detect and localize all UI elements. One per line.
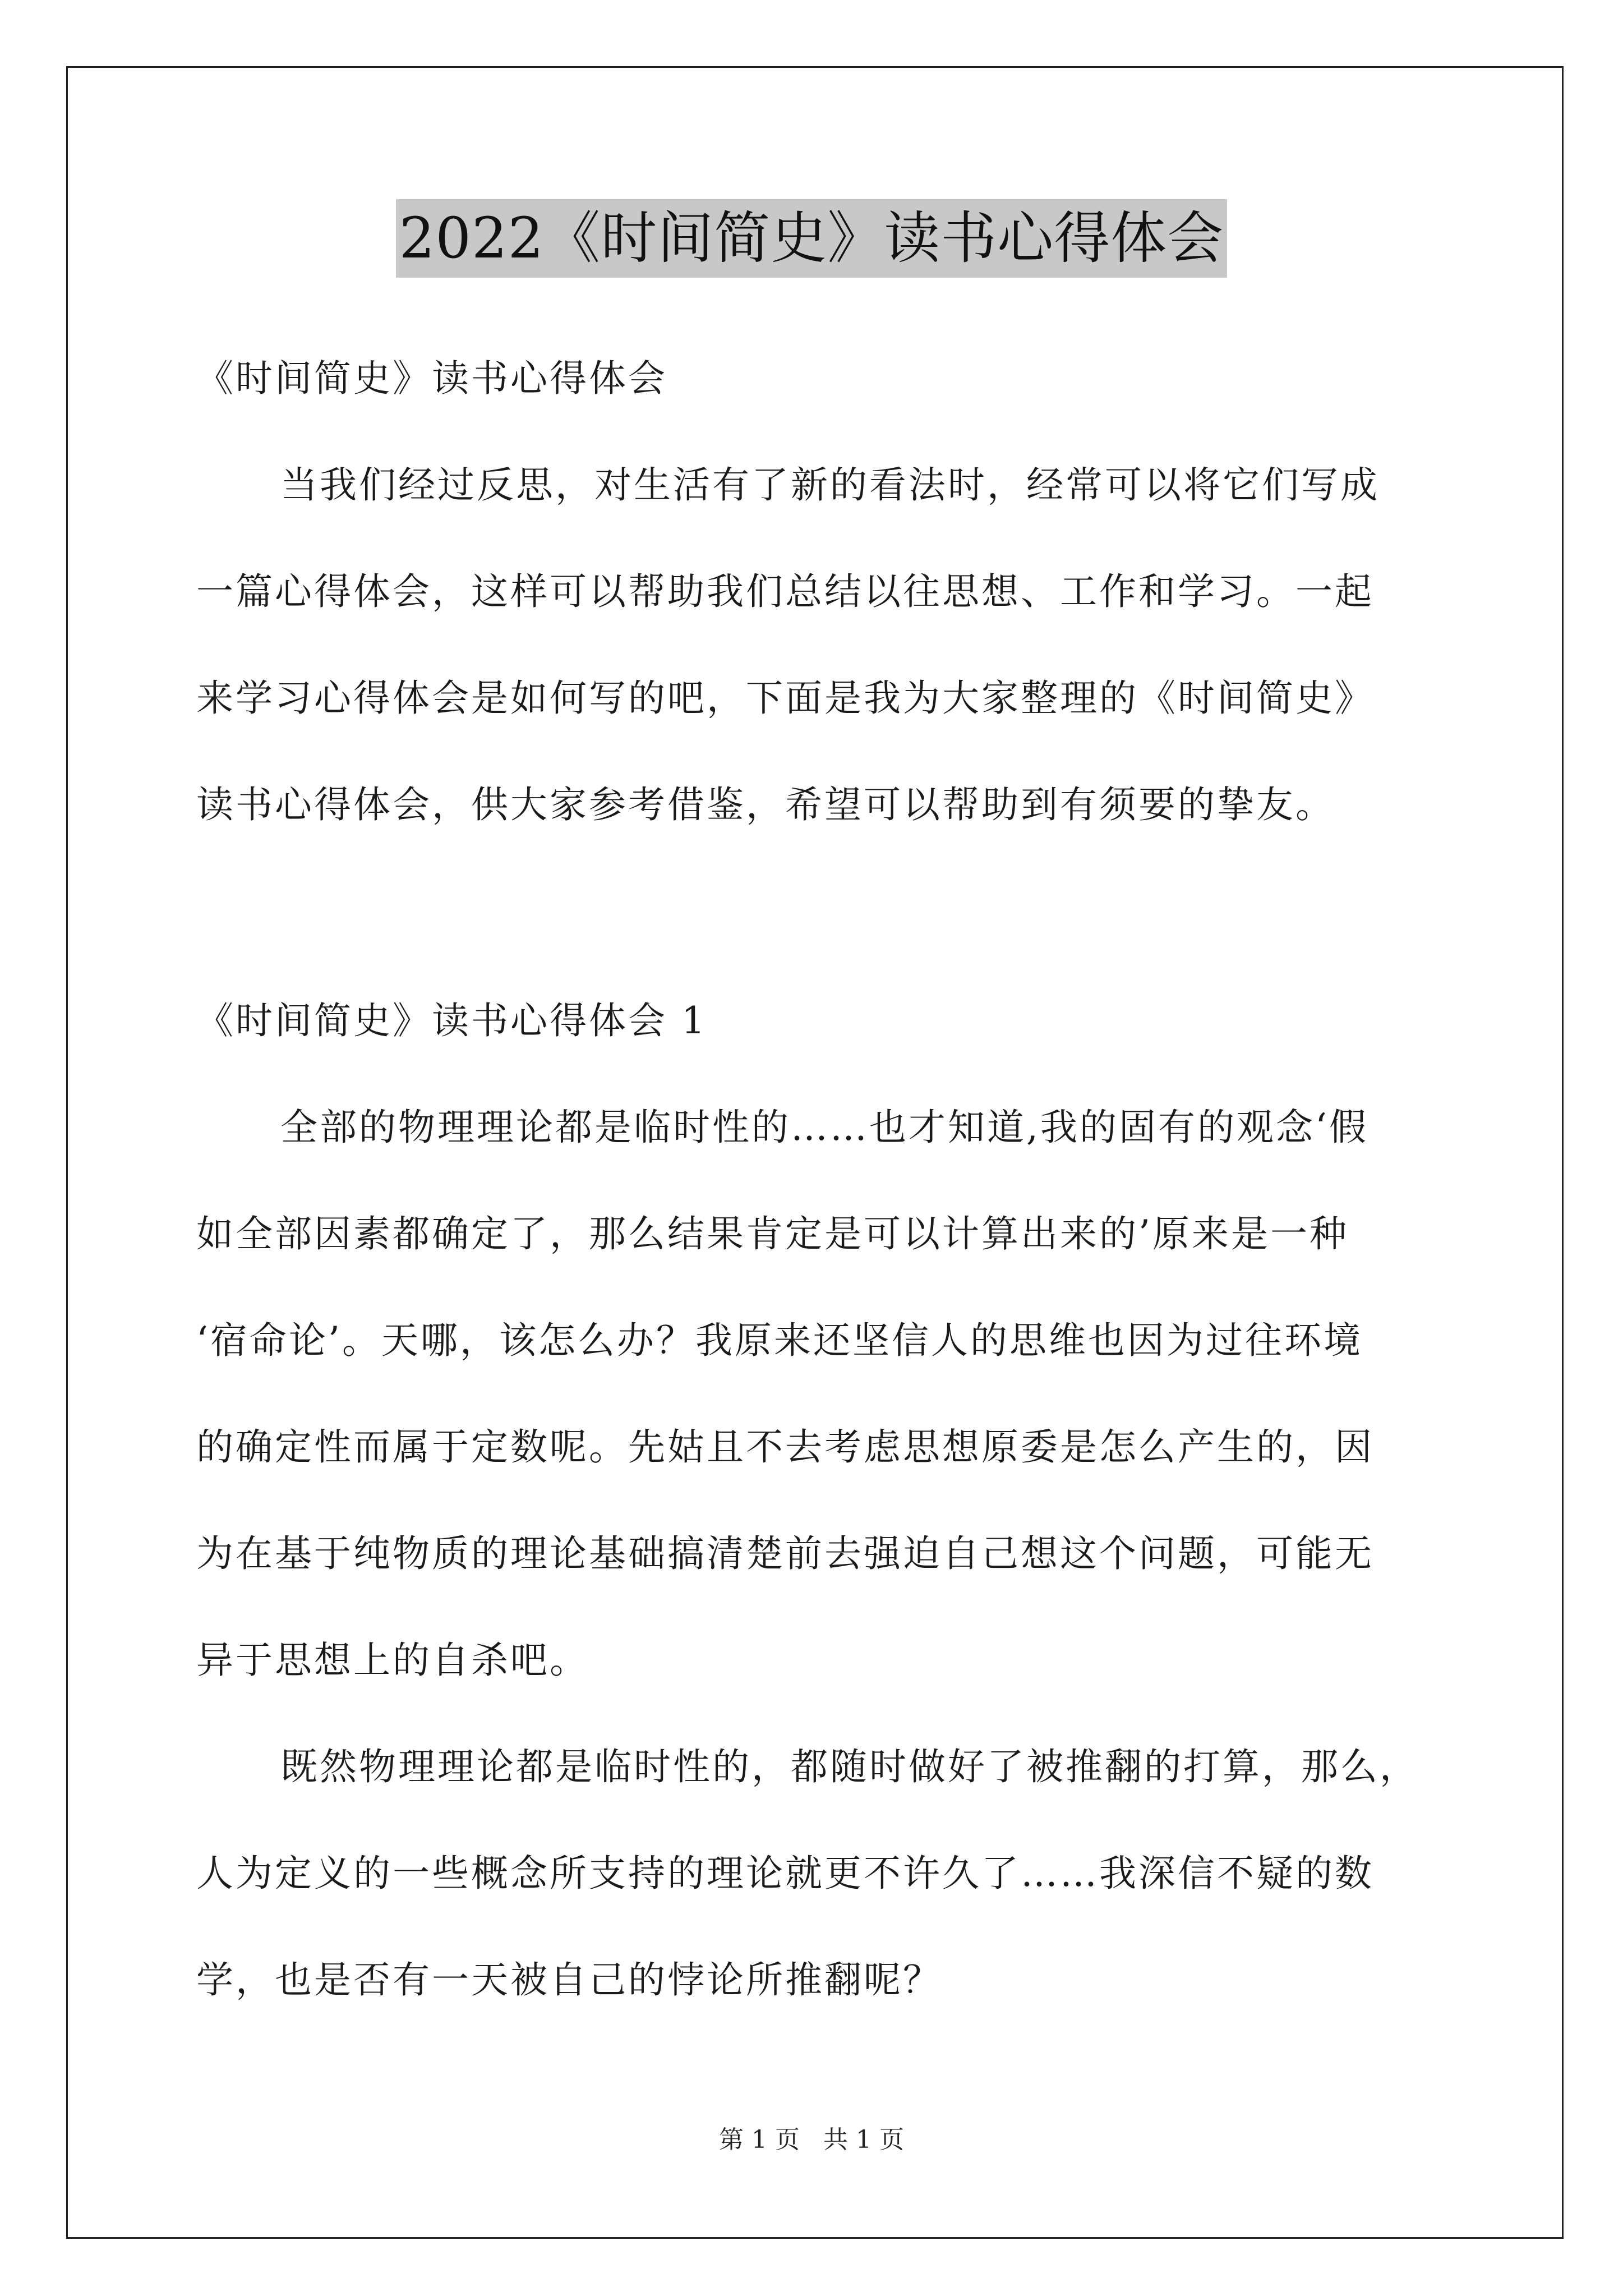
paragraph-line: 学，也是否有一天被自己的悖论所推翻呢？ — [196, 1958, 942, 2001]
intro-line: 当我们经过反思，对生活有了新的看法时，经常可以将它们写成 — [280, 463, 1380, 507]
intro-line: 来学习心得体会是如何写的吧，下面是我为大家整理的《时间简史》 — [196, 677, 1374, 720]
intro-line: 一篇心得体会，这样可以帮助我们总结以往思想、工作和学习。一起 — [196, 570, 1374, 613]
paragraph-line: 全部的物理理论都是临时性的……也才知道,我的固有的观念‘假 — [280, 1106, 1368, 1149]
page-total: 共 1 页 — [823, 2125, 904, 2154]
page-footer — [0, 2123, 1623, 2157]
paragraph-line: 的确定性而属于定数呢。先姑且不去考虑思想原委是怎么产生的，因 — [196, 1425, 1374, 1469]
intro-line: 读书心得体会，供大家参考借鉴，希望可以帮助到有须要的挚友。 — [196, 783, 1335, 826]
paragraph-line: 异于思想上的自杀吧。 — [196, 1639, 589, 1682]
page-number: 第 1 页 — [719, 2125, 800, 2154]
section-heading: 《时间简史》读书心得体会 1 — [196, 999, 707, 1042]
title-container — [0, 199, 1623, 278]
paragraph-line: 如全部因素都确定了，那么结果肯定是可以计算出来的’原来是一种 — [196, 1212, 1349, 1255]
document-title: 2022《时间简史》读书心得体会 — [396, 199, 1228, 278]
paragraph-line: 既然物理理论都是临时性的，都随时做好了被推翻的打算，那么， — [280, 1745, 1419, 1788]
intro-heading: 《时间简史》读书心得体会 — [196, 357, 667, 400]
paragraph-line: 为在基于纯物质的理论基础搞清楚前去强迫自己想这个问题，可能无 — [196, 1532, 1374, 1575]
paragraph-line: ‘宿命论’。天哪，该怎么办？我原来还坚信人的思维也因为过往环境 — [196, 1319, 1363, 1362]
paragraph-line: 人为定义的一些概念所支持的理论就更不许久了……我深信不疑的数 — [196, 1852, 1374, 1895]
